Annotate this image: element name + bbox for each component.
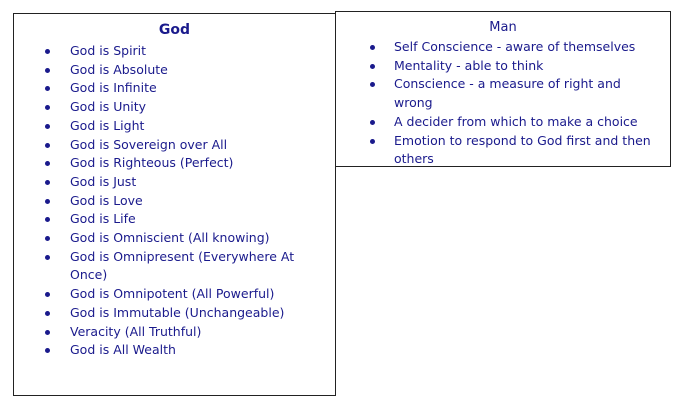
list-item-text: Veracity (All Truthful) bbox=[70, 323, 202, 339]
bullet-icon bbox=[45, 180, 50, 185]
list-item-text: Self Conscience - aware of themselves bbox=[394, 39, 636, 54]
bullet-icon bbox=[370, 139, 375, 144]
bullet-icon bbox=[45, 49, 50, 54]
bullet-icon bbox=[45, 255, 50, 260]
bullet-icon bbox=[45, 199, 50, 204]
list-item bbox=[14, 248, 335, 285]
list-item-text: God is Spirit bbox=[70, 43, 147, 58]
god-box-title: God bbox=[158, 22, 191, 38]
bullet-icon bbox=[370, 82, 375, 87]
god-attributes-box bbox=[13, 13, 336, 396]
list-item-text: A decider from which to make a choice bbox=[394, 113, 638, 129]
list-item bbox=[14, 173, 335, 192]
list-item bbox=[14, 341, 335, 360]
list-item-text: God is Immutable (Unchangeable) bbox=[70, 304, 285, 320]
bullet-icon bbox=[45, 124, 50, 129]
list-item bbox=[14, 117, 335, 136]
bullet-icon bbox=[45, 143, 50, 148]
bullet-icon bbox=[370, 45, 375, 50]
bullet-icon bbox=[45, 86, 50, 91]
bullet-icon bbox=[45, 217, 50, 222]
list-item bbox=[336, 132, 670, 169]
list-item bbox=[14, 154, 335, 173]
man-box-title: Man bbox=[489, 20, 517, 35]
list-item bbox=[14, 136, 335, 155]
list-item-text: God is Sovereign over All bbox=[70, 136, 228, 152]
list-item-text: God is Unity bbox=[70, 99, 147, 115]
bullet-icon bbox=[45, 105, 50, 110]
list-item bbox=[336, 75, 670, 112]
bullet-icon bbox=[45, 292, 50, 297]
bullet-icon bbox=[45, 68, 50, 73]
list-item bbox=[14, 61, 335, 80]
god-attributes-list bbox=[14, 42, 335, 360]
list-item-text: God is Light bbox=[70, 117, 145, 133]
list-item-text: God is Infinite bbox=[70, 80, 157, 96]
list-item bbox=[14, 323, 335, 342]
list-item bbox=[14, 210, 335, 229]
bullet-icon bbox=[370, 120, 375, 125]
list-item bbox=[336, 38, 670, 57]
list-item bbox=[14, 304, 335, 323]
list-item-text: Mentality - able to think bbox=[394, 57, 544, 73]
bullet-icon bbox=[370, 64, 375, 69]
bullet-icon bbox=[45, 311, 50, 316]
list-item-text: Conscience - a measure of right and wrong bbox=[394, 76, 621, 111]
list-item-text: God is Absolute bbox=[70, 61, 168, 77]
list-item-text: God is Just bbox=[70, 173, 137, 189]
list-item-text: God is Omnipresent (Everywhere At Once) bbox=[70, 248, 295, 283]
list-item bbox=[14, 79, 335, 98]
list-item bbox=[14, 98, 335, 117]
list-item-text: God is Love bbox=[70, 192, 143, 208]
list-item bbox=[336, 57, 670, 76]
list-item-text: Emotion to respond to God first and then others bbox=[394, 132, 651, 167]
list-item bbox=[336, 113, 670, 132]
bullet-icon bbox=[45, 330, 50, 335]
man-attributes-list bbox=[336, 38, 670, 169]
list-item-text: God is Omnipotent (All Powerful) bbox=[70, 286, 275, 302]
list-item bbox=[14, 42, 335, 61]
list-item-text: God is Life bbox=[70, 211, 136, 227]
list-item-text: God is All Wealth bbox=[70, 342, 176, 358]
bullet-icon bbox=[45, 236, 50, 241]
list-item-text: God is Omniscient (All knowing) bbox=[70, 230, 270, 246]
list-item bbox=[14, 229, 335, 248]
bullet-icon bbox=[45, 348, 50, 353]
bullet-icon bbox=[45, 161, 50, 166]
man-attributes-box bbox=[335, 11, 671, 167]
list-item-text: God is Righteous (Perfect) bbox=[70, 155, 234, 171]
list-item bbox=[14, 285, 335, 304]
list-item bbox=[14, 192, 335, 211]
